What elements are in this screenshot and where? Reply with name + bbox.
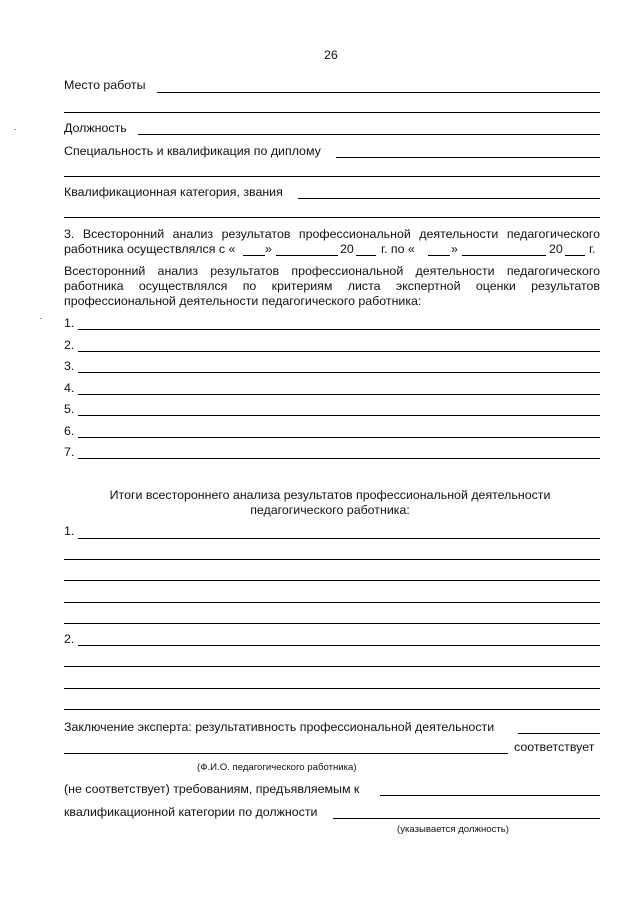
results-item1-line[interactable]: [64, 580, 600, 581]
category-field[interactable]: [298, 198, 600, 199]
results-item1-line[interactable]: [64, 559, 600, 560]
results-title-line1: Итоги всестороннего анализа результатов профессиональной деятельности: [109, 488, 551, 502]
conclusion-line3: (не соответствует) требованиям, предъявляемым к: [64, 782, 360, 796]
criteria-paragraph-line1: Всесторонний анализ результатов профессиональной деятельности педагогического: [64, 264, 600, 278]
criteria-item-field[interactable]: [78, 372, 600, 373]
criteria-item-number: 5.: [64, 402, 75, 416]
criteria-item-field[interactable]: [78, 329, 600, 330]
criteria-item-field[interactable]: [78, 351, 600, 352]
conclusion-line4: квалификационной категории по должности: [64, 805, 318, 819]
position-caption: (указывается должность): [397, 824, 509, 835]
period-text-e: »: [451, 242, 458, 256]
criteria-item-field[interactable]: [78, 437, 600, 438]
conclusion-field[interactable]: [518, 733, 600, 734]
conclusion-line1: Заключение эксперта: результативность профессиональной деятельности: [64, 720, 495, 734]
workplace-label: Место работы: [64, 78, 146, 92]
period-text-c: 20: [340, 242, 354, 256]
period-start-month-field[interactable]: [276, 255, 338, 256]
specialty-label: Специальность и квалификация по диплому: [64, 144, 321, 158]
criteria-item-number: 6.: [64, 424, 75, 438]
position-label: Должность: [64, 121, 127, 135]
period-text-g: г.: [589, 242, 596, 256]
results-item1-field[interactable]: [78, 538, 600, 539]
criteria-item-number: 1.: [64, 316, 75, 330]
specialty-field[interactable]: [336, 157, 600, 158]
position-field[interactable]: [138, 134, 600, 135]
results-item1-line[interactable]: [64, 602, 600, 603]
criteria-paragraph-line2: работника осуществлялся по критериям листа экспертной оценки результатов: [64, 279, 600, 293]
section3-heading-line1: 3. Всесторонний анализ результатов профессиональной деятельности педагогического: [64, 227, 600, 241]
specialty-field-continuation[interactable]: [64, 176, 600, 177]
results-item-number: 2.: [64, 632, 75, 646]
results-item2-line[interactable]: [64, 709, 600, 710]
workplace-field-continuation[interactable]: [64, 112, 600, 113]
results-title-line2: педагогического работника:: [250, 503, 410, 517]
results-item2-line[interactable]: [64, 666, 600, 667]
criteria-item-number: 3.: [64, 359, 75, 373]
criteria-paragraph-line3: профессиональной деятельности педагогического работника:: [64, 294, 422, 308]
criteria-item-number: 7.: [64, 445, 75, 459]
results-item-number: 1.: [64, 524, 75, 538]
fio-caption: (Ф.И.О. педагогического работника): [197, 762, 357, 773]
period-text-d: г. по «: [381, 242, 415, 256]
page-number: 26: [324, 48, 338, 62]
results-item2-field[interactable]: [78, 645, 600, 646]
period-text-b: »: [265, 242, 272, 256]
teacher-name-field[interactable]: [64, 753, 508, 754]
margin-speck: [40, 318, 42, 319]
period-end-day-field[interactable]: [428, 255, 450, 256]
criteria-item-field[interactable]: [78, 458, 600, 459]
results-item1-line[interactable]: [64, 623, 600, 624]
workplace-field[interactable]: [157, 92, 600, 93]
results-item2-line[interactable]: [64, 688, 600, 689]
period-end-year-field[interactable]: [565, 255, 585, 256]
period-start-day-field[interactable]: [243, 255, 265, 256]
position-category-field[interactable]: [333, 818, 600, 819]
category-field-continuation[interactable]: [64, 217, 600, 218]
period-text-f: 20: [549, 242, 563, 256]
margin-speck: [14, 129, 16, 130]
criteria-item-number: 4.: [64, 381, 75, 395]
matches-text: соответствует: [514, 740, 595, 754]
criteria-item-field[interactable]: [78, 394, 600, 395]
requirements-field[interactable]: [380, 795, 600, 796]
period-text-a: работника осуществлялся с «: [64, 242, 236, 256]
criteria-item-number: 2.: [64, 338, 75, 352]
criteria-item-field[interactable]: [78, 415, 600, 416]
category-label: Квалификационная категория, звания: [64, 185, 283, 199]
period-start-year-field[interactable]: [356, 255, 376, 256]
period-end-month-field[interactable]: [462, 255, 546, 256]
